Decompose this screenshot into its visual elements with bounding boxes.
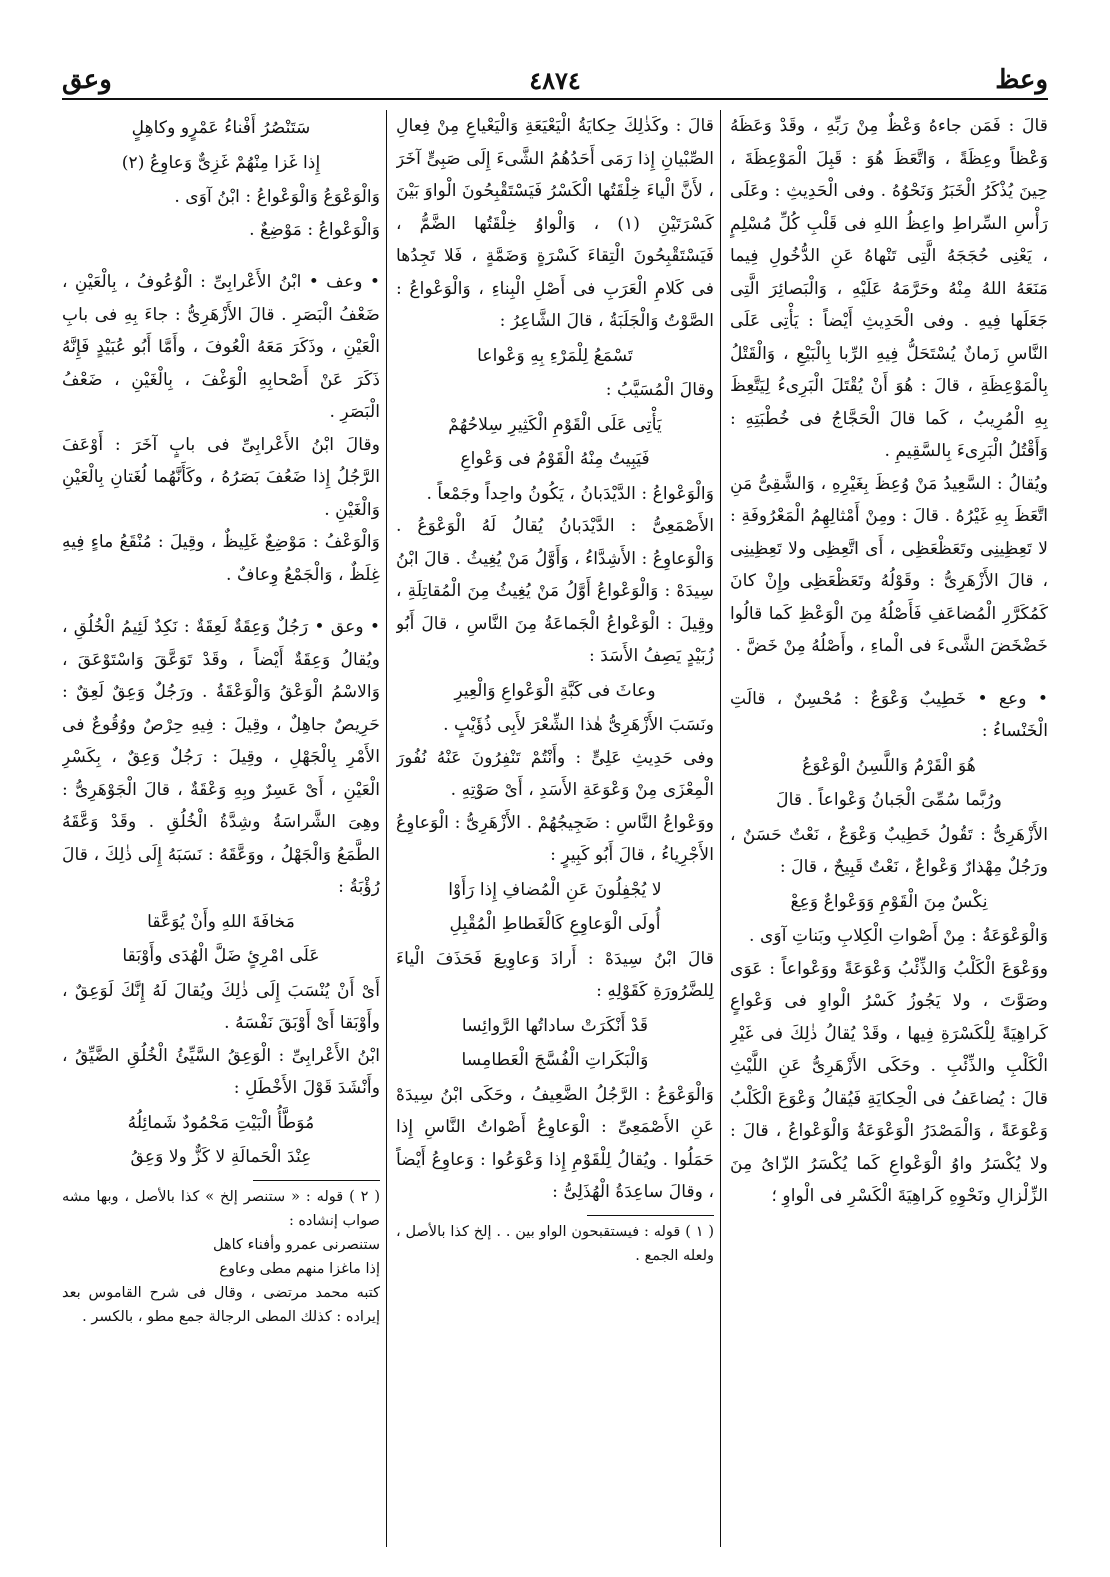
paragraph: وقالَ الْمُسَيَّبُ : [605,380,714,400]
verse-line: عِنْدَ الْحَمالَةِ لا كَزٌّ ولا وَعِقُ [130,1147,312,1167]
verse-line: أُولَى الْوَعاوِعِ كَالْغَطاطِ الْمُقْبِلِ [449,914,661,934]
header-rule [62,98,1048,100]
paragraph: وَالْوَعْوَعُ : الرَّجُلُ الضَّعِيفُ ، وحَكَى ابْنُ سِيدَهْ عَنِ الأَصْمَعِىِّ : الْوَعاوِعُ أَصْواتُ النَّاسِ إِذا حَمَلُوا . ويُقالُ لِلْقَوْمِ إِذا وَعْوَعُوا : وَعاوِعُ أَيْضاً ، وقالَ ساعِدَةُ الْهُذَلِىُّ : [396,1084,714,1202]
verse-line: تَسْمَعُ لِلْمَرْءِ بِهِ وَعْواعا [477,345,633,366]
verse-line: فَيَبِيتُ مِنْهُ الْقَوْمُ فى وَعْواعِ [460,449,650,469]
footnote: ( ٢ ) قوله : « ستنصر إلخ » كذا بالأصل ، وبها مشه صواب إنشاده : [62,1188,380,1229]
paragraph: وقالَ ابْنُ الأَعْرابِىِّ فى بابٍ آخَرَ : أَوْعَفَ الرَّجُلُ إِذا ضَعُفَ بَصَرُهُ ، وكَأَنَّهُما لُغَتانِ بِالْعَيْنِ وَالْغَيْنِ . [62,434,380,520]
verse-line: هُوَ الْقَرْمُ وَاللَّسِنُ الْوَعْوَعُ [802,755,976,776]
paragraph: قالَ : فَمَن جاءهُ وَعْظٌ مِنْ رَبِّهِ ، وقَدْ وَعَظَهُ وَعْظاً وعِظَةً ، وَاتَّعَظَ هُوَ : قَبِلَ الْمَوْعِظَةَ ، حِينَ يُذْكَرُ الْخَبَرُ وَنَحْوُهُ . وفى الْحَدِيثِ : وعَلَى رَأْسِ السِّراطِ واعِظُ اللهِ فى قَلْبِ كُلِّ مُسْلِمٍ ، يَعْنِى حُجَجَهُ الَّتِى تَنْهاهُ عَنِ الدُّخُولِ فِيما مَنَعَهُ اللهُ مِنْهُ وحَرَّمَهُ عَلَيْهِ ، وَالْبَصائِرَ الَّتِى جَعَلَها فِيهِ . وفى الْحَدِيثِ أَيْضاً : يَأْتِى عَلَى النَّاسِ زَمانٌ يُسْتَحَلُّ فِيهِ الرِّبا بِالْبَيْعِ ، وَالْقَتْلُ بِالْمَوْعِظَةِ ، قالَ : هُوَ أَنْ يُقْتَلَ الْبَرِىءُ لِيَتَّعِظَ بِهِ الْمُرِيبُ ، كَما قالَ الْحَجَّاجُ فى خُطْبَتِهِ : وَأَقْتُلُ الْبَرِىءَ بِالسَّقِيمِ . [730,116,1048,461]
footnote-verse: إذا ماغزا منهم مطى وعاوع [219,1260,380,1277]
page-header [62,60,1048,100]
verse-line: لا يُجْفِلُونَ عَنِ الْمُضافِ إِذا رَأَوْا [448,879,662,900]
verse-line: نِكْسٌ مِنَ الْقَوْمِ وَوَعْواعٌ وَعِعْ [790,891,988,912]
left-column [62,110,380,1547]
paragraph: ووَعْوَعَ الْكَلْبُ وَالذِّئْبُ وَعْوَعَةً ووَعْواعاً : عَوَى وصَوَّتَ ، ولا يَجُوزُ كَسْرُ الْواوِ فى وَعْواعٍ كَراهِيَةً لِلْكَسْرَةِ فِيها ، وقَدْ يُقالُ ذٰلِكَ فى غَيْرِ الْكَلْبِ والذِّئْبِ . وحَكَى الأَزْهَرِىُّ عَنِ اللَّيْثِ قالَ : يُضاعَفُ فى الْحِكايَةِ فَيُقالُ وَعْوَعَ الْكَلْبُ وَعْوَعَةً ، وَالْمَصْدَرُ الْوَعْوَعَةُ وَالْوَعْواعُ ، قالَ : ولا يُكْسَرُ واوُ الْوَعْواعِ كَما يُكْسَرُ الزّاىُ مِنَ الزِّلْزالِ ونَحْوِهِ كَراهِيَةَ الْكَسْرِ فى الْواوِ ؛ [730,958,1048,1206]
verse-line: ورُبَّما سُمِّىَ الْجَبانُ وَعْواعاً . قالَ [776,790,1002,810]
verse-line: مُوَطَّأُ الْبَيْتِ مَحْمُودٌ شَمائِلُهُ [127,1112,315,1133]
entry-wa-a-f: • وعف • ابْنُ الأَعْرابِىِّ : الْوُعُوفُ ، بِالْعَيْنِ ، ضَعْفُ الْبَصَرِ . قالَ الأَزْهَرِىُّ : جاءَ بِهِ فى بابِ الْعَيْنِ ، وذَكَرَ مَعَهُ الْعُوفَ ، وأَمَّا أَبُو عُبَيْدٍ فَإِنَّهُ ذَكَرَ عَنْ أَصْحابِهِ الْوَغْفَ ، بِالْغَيْنِ ، ضَعْفُ الْبَصَرِ . [62,272,380,422]
paragraph: وَالْوَعْوَعُ وَالْوَعْواعُ : ابْنُ آوَى . [174,187,380,207]
right-column [730,110,1048,1547]
paragraph: ابْنُ الأَعْرابِىِّ : الْوَعِقُ السَّيِّئُ الْخُلُقِ الضَّيِّقُ ، وأَنْشَدَ قَوْلَ الأَخْطَلِ : [62,1045,380,1098]
paragraph: وَالْوَعْواعُ : الدَّيْدَبانُ ، يَكُونُ واحِداً وجَمْعاً . [426,483,714,504]
verse-line: وعاثَ فى كَبَّةِ الْوَعْواعِ وَالْعِيرِ [454,680,656,701]
middle-column [396,110,714,1547]
verse-line: وَالْبَكَراتِ الْفُسَّجَ الْعَطامِسا [461,1050,649,1070]
verse-line: عَلَى امْرِئٍ ضَلَّ الْهُدَى وأَوْبَقا [122,946,320,966]
verse-line: إِذا غَزا مِنْهُمْ غَزِىٌّ وَعاوِعُ (٢) [121,152,321,173]
page-number: ٤٨٧٤ [529,65,581,95]
header-left-word: وعق [62,65,112,95]
column-divider [386,110,387,1547]
paragraph: وَالْوَعْوَعَةُ : مِنْ أَصْواتِ الْكِلابِ وبَناتِ آوَى . [749,926,1048,946]
paragraph: قالَ : وكَذٰلِكَ حِكايَةُ الْيَعْيَعَةِ وَالْيَعْياعِ مِنْ فِعالِ الصِّبْيانِ إِذا رَمَى أَحَدُهُمُ الشَّىءَ إِلَى صَبِىٍّ آخَرَ ، لأَنَّ الْياءَ خِلْقَتُها الْكَسْرُ فَيَسْتَقْبِحُونَ الْواوَ بَيْنَ كَسْرَتَيْنِ (١) ، وَالْواوُ خِلْقَتُها الضَّمُّ ، فَيَسْتَقْبِحُونَ الْتِقاءَ كَسْرَةٍ وَضَمَّةٍ ، فَلا تَجِدُها فى كَلامِ الْعَرَبِ فى أَصْلِ الْبِناءِ ، وَالْوَعْواعُ : الصَّوْتُ وَالْجَلَبَةُ ، قالَ الشَّاعِرُ : [396,116,714,331]
paragraph: أَىْ أَنْ يُنْسَبَ إِلَى ذٰلِكَ ويُقالَ لَهُ إِنَّكَ لَوَعِقٌ ، وأَوْبَقا أَىْ أَوْبَقَ نَفْسَهُ . [62,980,380,1033]
paragraph: الأَزْهَرِىُّ : تَقُولُ خَطِيبٌ وَعْوَعٌ ، نَعْتٌ حَسَنٌ ، ورَجُلٌ مِهْذارٌ وَعْواعٌ ، نَعْتٌ قَبِيحٌ ، قالَ : [730,824,1048,877]
paragraph: ويُقالُ : السَّعِيدُ مَنْ وُعِظَ بِغَيْرِهِ ، وَالشَّقِىُّ مَنِ اتَّعَظَ بِهِ غَيْرُهُ . قالَ : ومِنْ أَمْثالِهِمُ الْمَعْرُوفَةِ : لا تَعِظِينِى وتَعَظْعَظِى ، أَى اتَّعِظِى ولا تَعِظِينِى ، قالَ الأَزْهَرِىُّ : وقَوْلُهُ وتَعَظْعَظِى وإِنْ كانَ كَمُكَرَّرِ الْمُضاعَفِ فَأَصْلُهُ مِنَ الْوَعْظِ كَما قالُوا خَضْخَضَ الشَّىءَ فى الْماءِ ، وأَصْلُهُ مِنْ خَضَّ . [730,473,1048,656]
verse-line: قَدْ أَنْكَرَتْ ساداتُها الرَّوائِسا [461,1015,649,1036]
entry-wa-a-q: • وعق • رَجُلٌ وَعِقَةٌ لَعِقَةٌ : نَكِدٌ لَئِيمُ الْخُلُقِ ، ويُقالُ وَعِقَةٌ أَيْضاً ، وقَدْ تَوَعَّقَ وَاسْتَوْعَقَ ، وَالاسْمُ الْوَعْقُ وَالْوَعْقَةُ . ورَجُلٌ وَعِقٌ لَعِقٌ : حَرِيصٌ جاهِلٌ ، وقِيلَ : فِيهِ حِرْصٌ ووُقُوعٌ فى الأَمْرِ بِالْجَهْلِ ، وقِيلَ : رَجُلٌ وَعِقٌ ، بِكَسْرِ الْعَيْنِ ، أَىْ عَسِرٌ وبِهِ وَعْقَةٌ ، قالَ الْجَوْهَرِىُّ : وهِىَ الشَّراسَةُ وشِدَّةُ الْخُلُقِ . وقَدْ وَعَّقَهُ الطَّمَعُ وَالْجَهْلُ ، ووَعَّقَهُ : نَسَبَهُ إِلَى ذٰلِكَ ، قالَ رُؤْبَةُ : [62,617,380,897]
footnote: كتبه محمد مرتضى ، وقال فى شرح القاموس بعد إيراده : كذلك المطى الرجالة جمع مطو ، بالكسر . [62,1284,380,1325]
verse-line: مَخافَةَ اللهِ وأَنْ يُوَعَّقا [147,911,295,932]
paragraph: ونَسَبَ الأَزْهَرِىُّ هٰذا الشِّعْرَ لأَبِى ذُؤَيْبٍ . [443,715,714,735]
column-divider [720,110,721,1547]
paragraph: وفى حَدِيثِ عَلِىٍّ : وأَنْتُمْ تَنْفِرُونَ عَنْهُ نُفُورَ الْمِعْزَى مِنْ وَعْوَعَةِ الأَسَدِ ، أَىْ صَوْتِهِ . [396,747,714,800]
verse-line: سَتَنْصُرُ أَفْناءُ عَمْرٍو وكاهِلٍ [131,118,311,138]
footnote-verse: ستنصرنى عمرو وأفناء كاهل [213,1236,380,1253]
paragraph: قالَ ابْنُ سِيدَهْ : أَرادَ وَعاوِيعَ فَحَذَفَ الْياءَ لِلضَّرُورَةِ كَقَوْلِهِ : [396,948,714,1001]
paragraph: وَالْوَعْواعُ : مَوْضِعٌ . [249,219,380,240]
paragraph: الأَصْمَعِىُّ : الدَّيْدَبانُ يُقالُ لَهُ الْوَعْوَعُ . وَالْوَعاوِعُ : الأَشِدَّاءُ ، وَأَوَّلُ مَنْ يُغِيثُ . قالَ ابْنُ سِيدَهْ : وَالْوَعْواعُ أَوَّلُ مَنْ يُغِيثُ مِنَ الْمُقاتِلَةِ ، وقِيلَ : الْوَعْواعُ الْجَماعَةُ مِنَ النَّاسِ ، قالَ أَبُو زُبَيْدٍ يَصِفُ الأَسَدَ : [396,516,714,666]
footnote-rule [587,1215,714,1216]
verse-line: يَأْتِى عَلَى الْقَوْمِ الْكَثِيرِ سِلاحُهُمْ [448,414,662,435]
header-right-word: وعظ [995,65,1048,95]
paragraph: ووَعْواعُ النَّاسِ : ضَجِيجُهُمْ . الأَزْهَرِىُّ : الْوَعاوِعُ الأَجْرِياءُ ، قالَ أَبُو كَبِيرٍ : [396,812,714,865]
footnote: ( ١ ) قوله : فيستقبحون الواو بين . . إلخ كذا بالأصل ، ولعله الجمع . [396,1223,714,1264]
paragraph: وَالْوَعْفُ : مَوْضِعٌ غَلِيظٌ ، وقِيلَ : مُنْقَعُ ماءٍ فِيهِ غِلَظٌ ، وَالْجَمْعُ وِعافٌ . [62,532,380,585]
footnote-rule [253,1180,380,1181]
entry-wa-a-a: • وعع • خَطِيبٌ وَعْوَعٌ : مُحْسِنٌ ، قالَتِ الْخَنْساءُ : [730,688,1048,741]
